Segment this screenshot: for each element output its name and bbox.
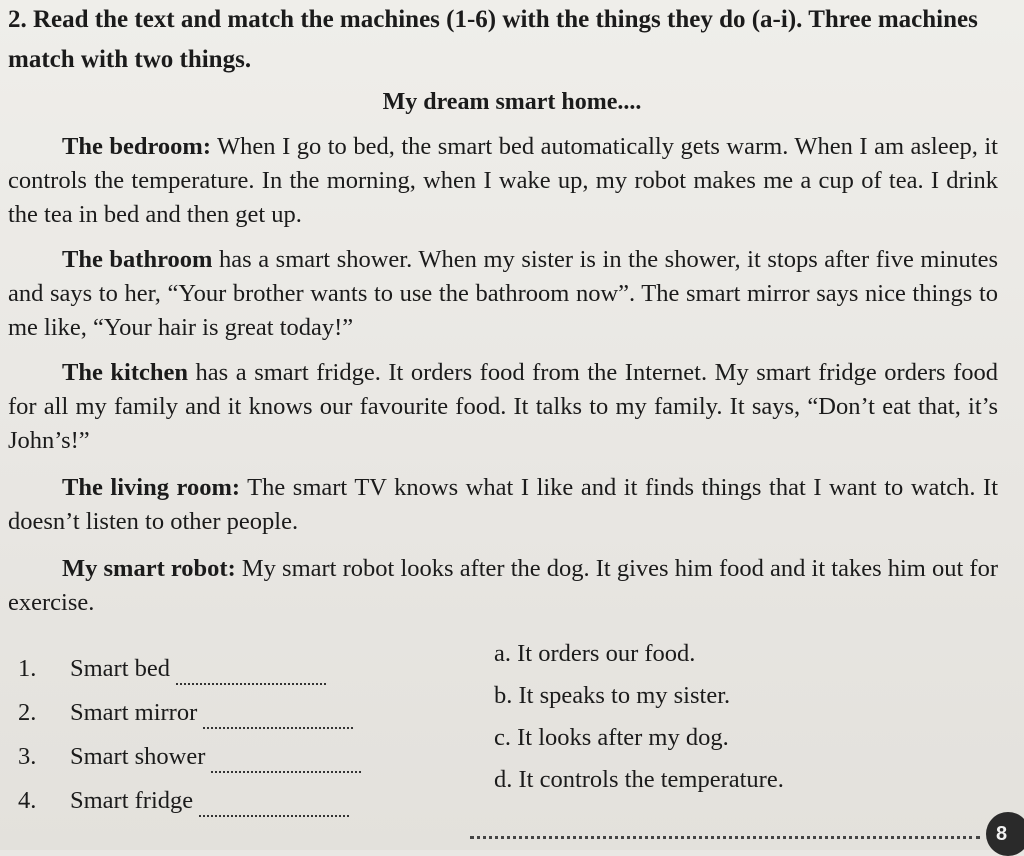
answer-blank[interactable]: [176, 683, 326, 685]
machine-number: 4.: [18, 787, 37, 814]
machine-name: Smart mirror: [70, 699, 198, 726]
answer-blank[interactable]: [211, 771, 361, 773]
exercise-instruction: 2. Read the text and match the machines (1-6) with the things they do (a-i). Three machines match with two things.: [8, 6, 978, 73]
paragraph-heading: The bathroom: [62, 246, 213, 273]
machine-number: 3.: [18, 743, 37, 770]
paragraph-heading: The bedroom:: [62, 133, 211, 160]
paragraph-heading: The kitchen: [62, 359, 188, 386]
answer-blank[interactable]: [199, 815, 349, 817]
machine-name: Smart shower: [70, 743, 206, 770]
page-number-badge: 8: [986, 812, 1024, 856]
machine-item: [18, 743, 418, 787]
action-item: a. It orders our food.: [494, 640, 696, 667]
paragraph-body: My smart robot looks after the dog. It gives him food and it takes him out for exercise.: [8, 555, 998, 616]
paragraph-robot: [8, 552, 998, 620]
machine-number: 2.: [18, 699, 37, 726]
paragraph-living-room: [8, 471, 998, 539]
machine-name: Smart fridge: [70, 787, 194, 814]
paragraph-body: The smart TV knows what I like and it finds things that I want to watch. It doesn’t listen to other people.: [8, 474, 998, 535]
machine-item: [18, 655, 418, 699]
paragraph-bedroom: [8, 130, 998, 232]
action-item: b. It speaks to my sister.: [494, 682, 731, 709]
answer-blank[interactable]: [203, 727, 353, 729]
action-item: c. It looks after my dog.: [494, 724, 729, 751]
action-item: d. It controls the temperature.: [494, 766, 784, 793]
paragraph-bathroom: [8, 243, 998, 345]
machine-item: [18, 699, 418, 743]
machine-name: Smart bed: [70, 655, 171, 682]
machines-list: [18, 655, 418, 831]
paragraph-kitchen: [8, 356, 998, 458]
actions-list: [494, 633, 994, 801]
paragraph-body: has a smart shower. When my sister is in the shower, it stops after five minutes and says to her, “Your brother wants to use the bathroom now”. The smart mirror says nice things to me like, “Your hair is great today!”: [8, 246, 998, 341]
text-title: My dream smart home....: [382, 89, 642, 115]
paragraph-body: has a smart fridge. It orders food from the Internet. My smart fridge orders food for all my family and it knows our favourite food. It talks to my family. It says, “Don’t eat that, it’s John’s!”: [8, 359, 998, 454]
machine-number: 1.: [18, 655, 37, 682]
paragraph-heading: My smart robot:: [62, 555, 236, 582]
machine-item: [18, 787, 418, 831]
paragraph-heading: The living room:: [62, 474, 241, 501]
paragraph-body: When I go to bed, the smart bed automatically gets warm. When I am asleep, it controls the temperature. In the morning, when I wake up, my robot makes me a cup of tea. I drink the tea in bed and then get up.: [8, 133, 998, 228]
bottom-divider: [470, 836, 980, 839]
